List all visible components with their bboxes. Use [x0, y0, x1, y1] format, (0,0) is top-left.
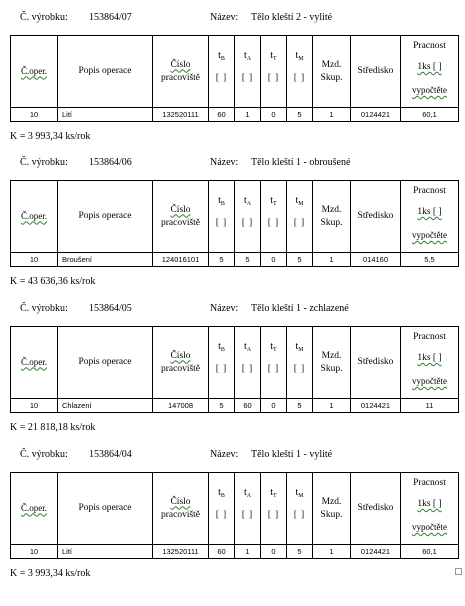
cell-wage-group: 1	[313, 399, 351, 413]
product-number-value: 153864/07	[89, 12, 132, 23]
cell-tB: 5	[209, 253, 235, 267]
header-labor: Pracnost 1ks [ ] vypočtěte	[401, 327, 459, 399]
cell-labor: 60,1	[401, 545, 459, 559]
header-tM: $t_M$ [ ]	[287, 181, 313, 253]
cell-tT: 0	[261, 108, 287, 122]
annual-capacity-line: K = 3 993,34 ks/rok	[10, 131, 91, 142]
header-tM: $t_M$ [ ]	[287, 327, 313, 399]
header-tT: $t_T$ [ ]	[261, 36, 287, 108]
table-row	[11, 253, 459, 267]
paragraph-end-mark	[455, 568, 462, 575]
cell-tA: 1	[235, 545, 261, 559]
table-row	[11, 545, 459, 559]
header-tT: $t_T$ [ ]	[261, 327, 287, 399]
annual-capacity-line: K = 43 636,36 ks/rok	[10, 276, 96, 287]
product-name-value: Tělo kleští 2 - vylité	[251, 12, 333, 23]
cell-tT: 0	[261, 399, 287, 413]
cell-op-number: 10	[11, 545, 58, 559]
cell-tT: 0	[261, 545, 287, 559]
operations-table	[10, 472, 459, 559]
header-description: Popis operace	[58, 181, 153, 253]
cell-op-number: 10	[11, 253, 58, 267]
header-op-number: Č.oper.	[11, 36, 58, 108]
header-workplace: Číslo pracoviště	[153, 473, 209, 545]
header-workplace: Číslo pracoviště	[153, 181, 209, 253]
cell-tB: 60	[209, 545, 235, 559]
cell-tM: 5	[287, 108, 313, 122]
header-center: Středisko	[351, 181, 401, 253]
section-header	[0, 449, 465, 463]
annual-capacity-line: K = 21 818,18 ks/rok	[10, 422, 96, 433]
header-tT: $t_T$ [ ]	[261, 473, 287, 545]
cell-tM: 5	[287, 399, 313, 413]
cell-workplace: 132520111	[153, 545, 209, 559]
header-op-number: Č.oper.	[11, 473, 58, 545]
cell-labor: 60,1	[401, 108, 459, 122]
cell-tB: 60	[209, 108, 235, 122]
cell-wage-group: 1	[313, 545, 351, 559]
header-tT: $t_T$ [ ]	[261, 181, 287, 253]
cell-labor: 11	[401, 399, 459, 413]
header-tB: $t_B$ [ ]	[209, 327, 235, 399]
header-description: Popis operace	[58, 327, 153, 399]
cell-center: 0124421	[351, 108, 401, 122]
product-number-label: Č. výrobku:	[20, 303, 68, 314]
operations-table	[10, 180, 459, 267]
header-description: Popis operace	[58, 473, 153, 545]
header-labor: Pracnost 1ks [ ] vypočtěte	[401, 181, 459, 253]
product-number-label: Č. výrobku:	[20, 157, 68, 168]
header-labor: Pracnost 1ks [ ] vypočtěte	[401, 36, 459, 108]
header-description: Popis operace	[58, 36, 153, 108]
section-header	[0, 12, 465, 26]
header-tB: $t_B$ [ ]	[209, 473, 235, 545]
annual-capacity-line: K = 3 993,34 ks/rok	[10, 568, 91, 579]
header-wage-group: Mzd. Skup.	[313, 181, 351, 253]
table-header-row	[11, 36, 459, 108]
header-wage-group: Mzd. Skup.	[313, 327, 351, 399]
table-row	[11, 108, 459, 122]
header-center: Středisko	[351, 36, 401, 108]
cell-tM: 5	[287, 545, 313, 559]
header-tB: $t_B$ [ ]	[209, 181, 235, 253]
product-number-value: 153864/05	[89, 303, 132, 314]
cell-tA: 60	[235, 399, 261, 413]
cell-tT: 0	[261, 253, 287, 267]
header-tA: $t_A$ [ ]	[235, 181, 261, 253]
header-tM: $t_M$ [ ]	[287, 473, 313, 545]
header-labor: Pracnost 1ks [ ] vypočtěte	[401, 473, 459, 545]
cell-description: Lití	[58, 108, 153, 122]
product-number-label: Č. výrobku:	[20, 12, 68, 23]
header-tM: $t_M$ [ ]	[287, 36, 313, 108]
product-number-label: Č. výrobku:	[20, 449, 68, 460]
header-wage-group: Mzd. Skup.	[313, 36, 351, 108]
header-tA: $t_A$ [ ]	[235, 473, 261, 545]
product-number-value: 153864/04	[89, 449, 132, 460]
header-tB: $t_B$ [ ]	[209, 36, 235, 108]
cell-description: Lití	[58, 545, 153, 559]
product-name-value: Tělo kleští 1 - zchlazené	[251, 303, 349, 314]
product-name-label: Název:	[210, 303, 239, 314]
table-row	[11, 399, 459, 413]
cell-description: Chlazení	[58, 399, 153, 413]
table-header-row	[11, 181, 459, 253]
cell-tA: 1	[235, 108, 261, 122]
table-header-row	[11, 473, 459, 545]
product-name-label: Název:	[210, 449, 239, 460]
header-wage-group: Mzd. Skup.	[313, 473, 351, 545]
product-name-label: Název:	[210, 157, 239, 168]
cell-workplace: 124016101	[153, 253, 209, 267]
header-tA: $t_A$ [ ]	[235, 327, 261, 399]
cell-workplace: 132520111	[153, 108, 209, 122]
header-center: Středisko	[351, 327, 401, 399]
cell-description: Broušení	[58, 253, 153, 267]
cell-workplace: 147008	[153, 399, 209, 413]
header-workplace: Číslo pracoviště	[153, 36, 209, 108]
cell-center: 014160	[351, 253, 401, 267]
cell-op-number: 10	[11, 399, 58, 413]
cell-labor: 5,5	[401, 253, 459, 267]
table-header-row	[11, 327, 459, 399]
cell-center: 0124421	[351, 545, 401, 559]
operations-table	[10, 35, 459, 122]
section-header	[0, 157, 465, 171]
cell-wage-group: 1	[313, 253, 351, 267]
cell-center: 0124421	[351, 399, 401, 413]
header-tA: $t_A$ [ ]	[235, 36, 261, 108]
cell-tM: 5	[287, 253, 313, 267]
header-op-number: Č.oper.	[11, 181, 58, 253]
product-name-label: Název:	[210, 12, 239, 23]
header-op-number: Č.oper.	[11, 327, 58, 399]
header-center: Středisko	[351, 473, 401, 545]
cell-tB: 5	[209, 399, 235, 413]
product-name-value: Tělo kleští 1 - obroušené	[251, 157, 351, 168]
product-name-value: Tělo kleští 1 - vylité	[251, 449, 333, 460]
section-header	[0, 303, 465, 317]
operations-table	[10, 326, 459, 413]
header-workplace: Číslo pracoviště	[153, 327, 209, 399]
cell-tA: 5	[235, 253, 261, 267]
cell-op-number: 10	[11, 108, 58, 122]
product-number-value: 153864/06	[89, 157, 132, 168]
cell-wage-group: 1	[313, 108, 351, 122]
